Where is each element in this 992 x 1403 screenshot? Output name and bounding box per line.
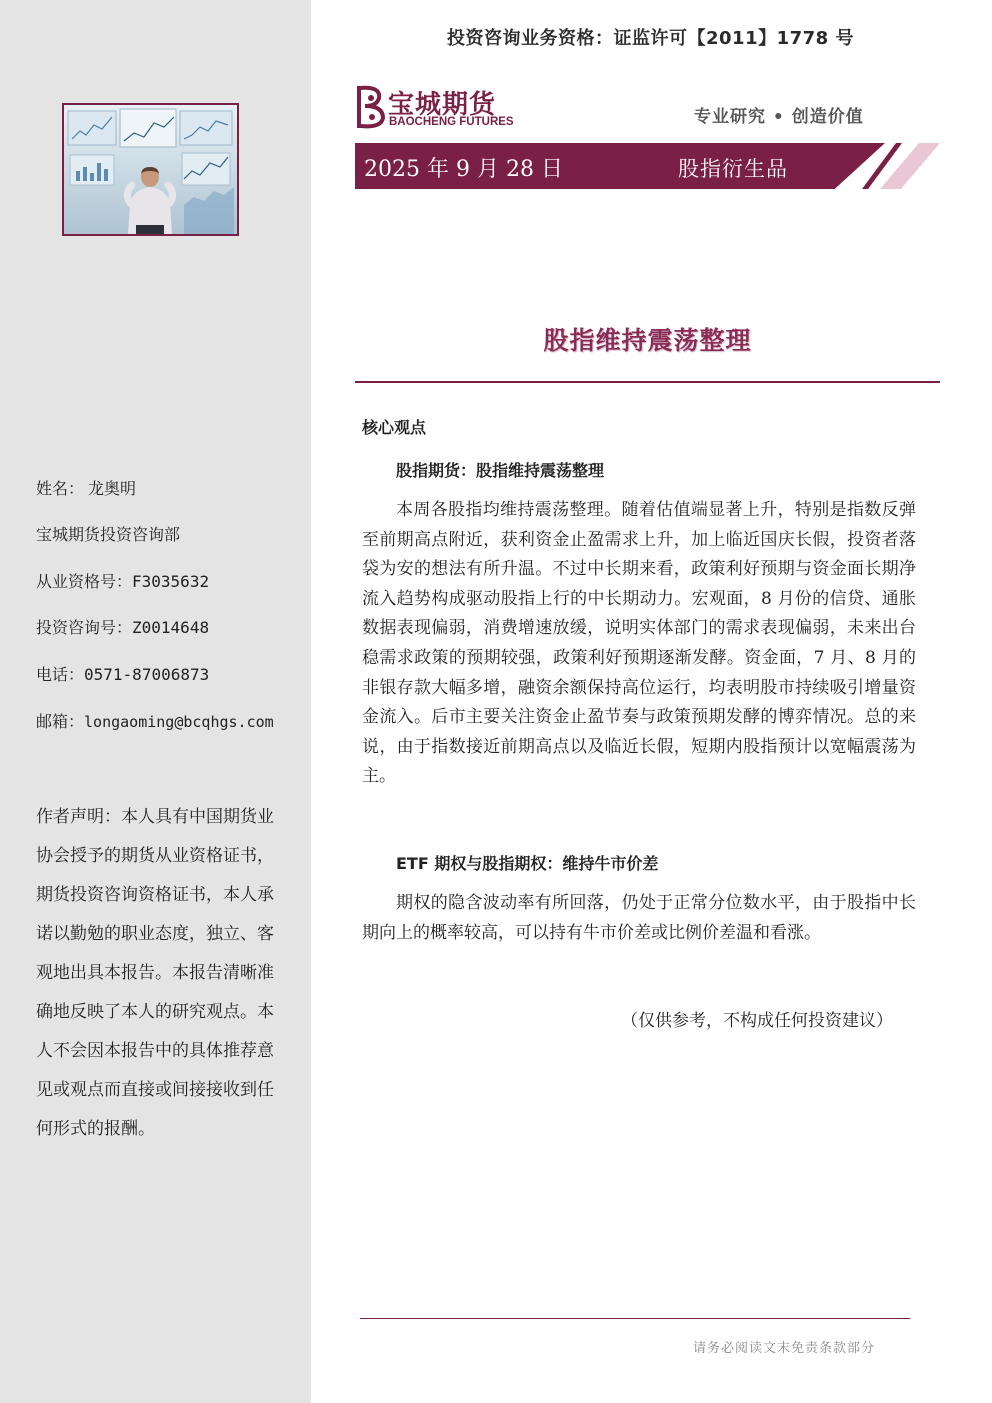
report-category: 股指衍生品 [678,157,788,181]
section-futures-body: 本周各股指均维持震荡整理。随着估值端显著上升，特别是指数反弹至前期高点附近，获利资金止盈需求上升，加上临近国庆长假，投资者落袋为安的想法有所升温。不过中长期来看，政策利好预期与资金面长期净流入趋势构成驱动股指上行的中长期动力。宏观面，8 月份的信贷、通胀数据表现偏弱，消费增速放缓，说明实体部门的需求表现偏弱，未来出台稳需求政策的预期较强，政策利好预期逐渐发酵。资金面，7 月、8 月的非银存款大幅多增，融资余额保持高位运行，均表明股市持续吸引增量资金流入。后市主要关注资金止盈节奏与政策预期发酵的博弈情况。总的来说，由于指数接近前期高点以及临近长假，短期内股指预计以宽幅震荡为主。 [362,500,916,787]
author-name-value: 龙奥明 [88,479,137,498]
author-email-label: 邮箱： [36,712,85,731]
section-options-heading: ETF 期权与股指期权：维持牛市价差 [396,854,659,873]
logo-text-cn: 宝城期货 [388,90,497,120]
author-phone [36,662,209,685]
core-views-heading: 核心观点 [362,418,427,437]
banner-stripe-light [880,143,940,189]
author-department: 宝城期货投资咨询部 [36,525,181,544]
author-email-link[interactable]: longaoming@bcqhgs.com [84,713,274,731]
cover-image [62,103,239,236]
author-license [36,569,209,592]
report-title: 股指维持震荡整理 [543,326,752,355]
author-email [36,709,274,732]
reference-disclaimer: （仅供参考，不构成任何投资建议） [621,1011,893,1031]
analyst-screens-illustration [64,105,237,234]
logo-text-en: BAOCHENG FUTURES [389,116,514,128]
report-date: 2025 年 9 月 28 日 [364,157,563,182]
author-license-label: 从业资格号： [36,572,133,591]
qualification-line: 投资咨询业务资格：证监许可【2011】1778 号 [447,28,854,49]
author-declaration: 作者声明：本人具有中国期货业协会授予的期货从业资格证书，期货投资咨询资格证书，本人承诺以勤勉的职业态度，独立、客观地出具本报告。本报告清晰准确地反映了本人的研究观点。本人不会因本报告中的具体推荐意见或观点而直接或间接接收到任何形式的报酬。 [36,807,274,1139]
author-consult-label: 投资咨询号： [36,618,133,637]
footer-divider [360,1318,910,1319]
author-name [36,476,136,499]
author-consult-value: Z0014648 [132,618,210,637]
title-divider [355,381,940,383]
author-phone-value: 0571-87006873 [84,665,210,684]
company-logo [355,84,520,132]
section-options-body: 期权的隐含波动率有所回落，仍处于正常分位数水平，由于股指中长期向上的概率较高，可以持有牛市价差或比例价差温和看涨。 [362,893,916,943]
author-consult-license [36,615,209,638]
author-phone-label: 电话： [36,665,85,684]
slogan: 专业研究 • 创造价值 [694,107,864,127]
footer-note: 请务必阅读文末免责条款部分 [693,1341,876,1356]
section-futures-heading: 股指期货：股指维持震荡整理 [396,461,605,480]
author-name-label: 姓名： [36,479,85,498]
author-license-value: F3035632 [132,572,210,591]
logo-mark-icon [355,84,389,130]
